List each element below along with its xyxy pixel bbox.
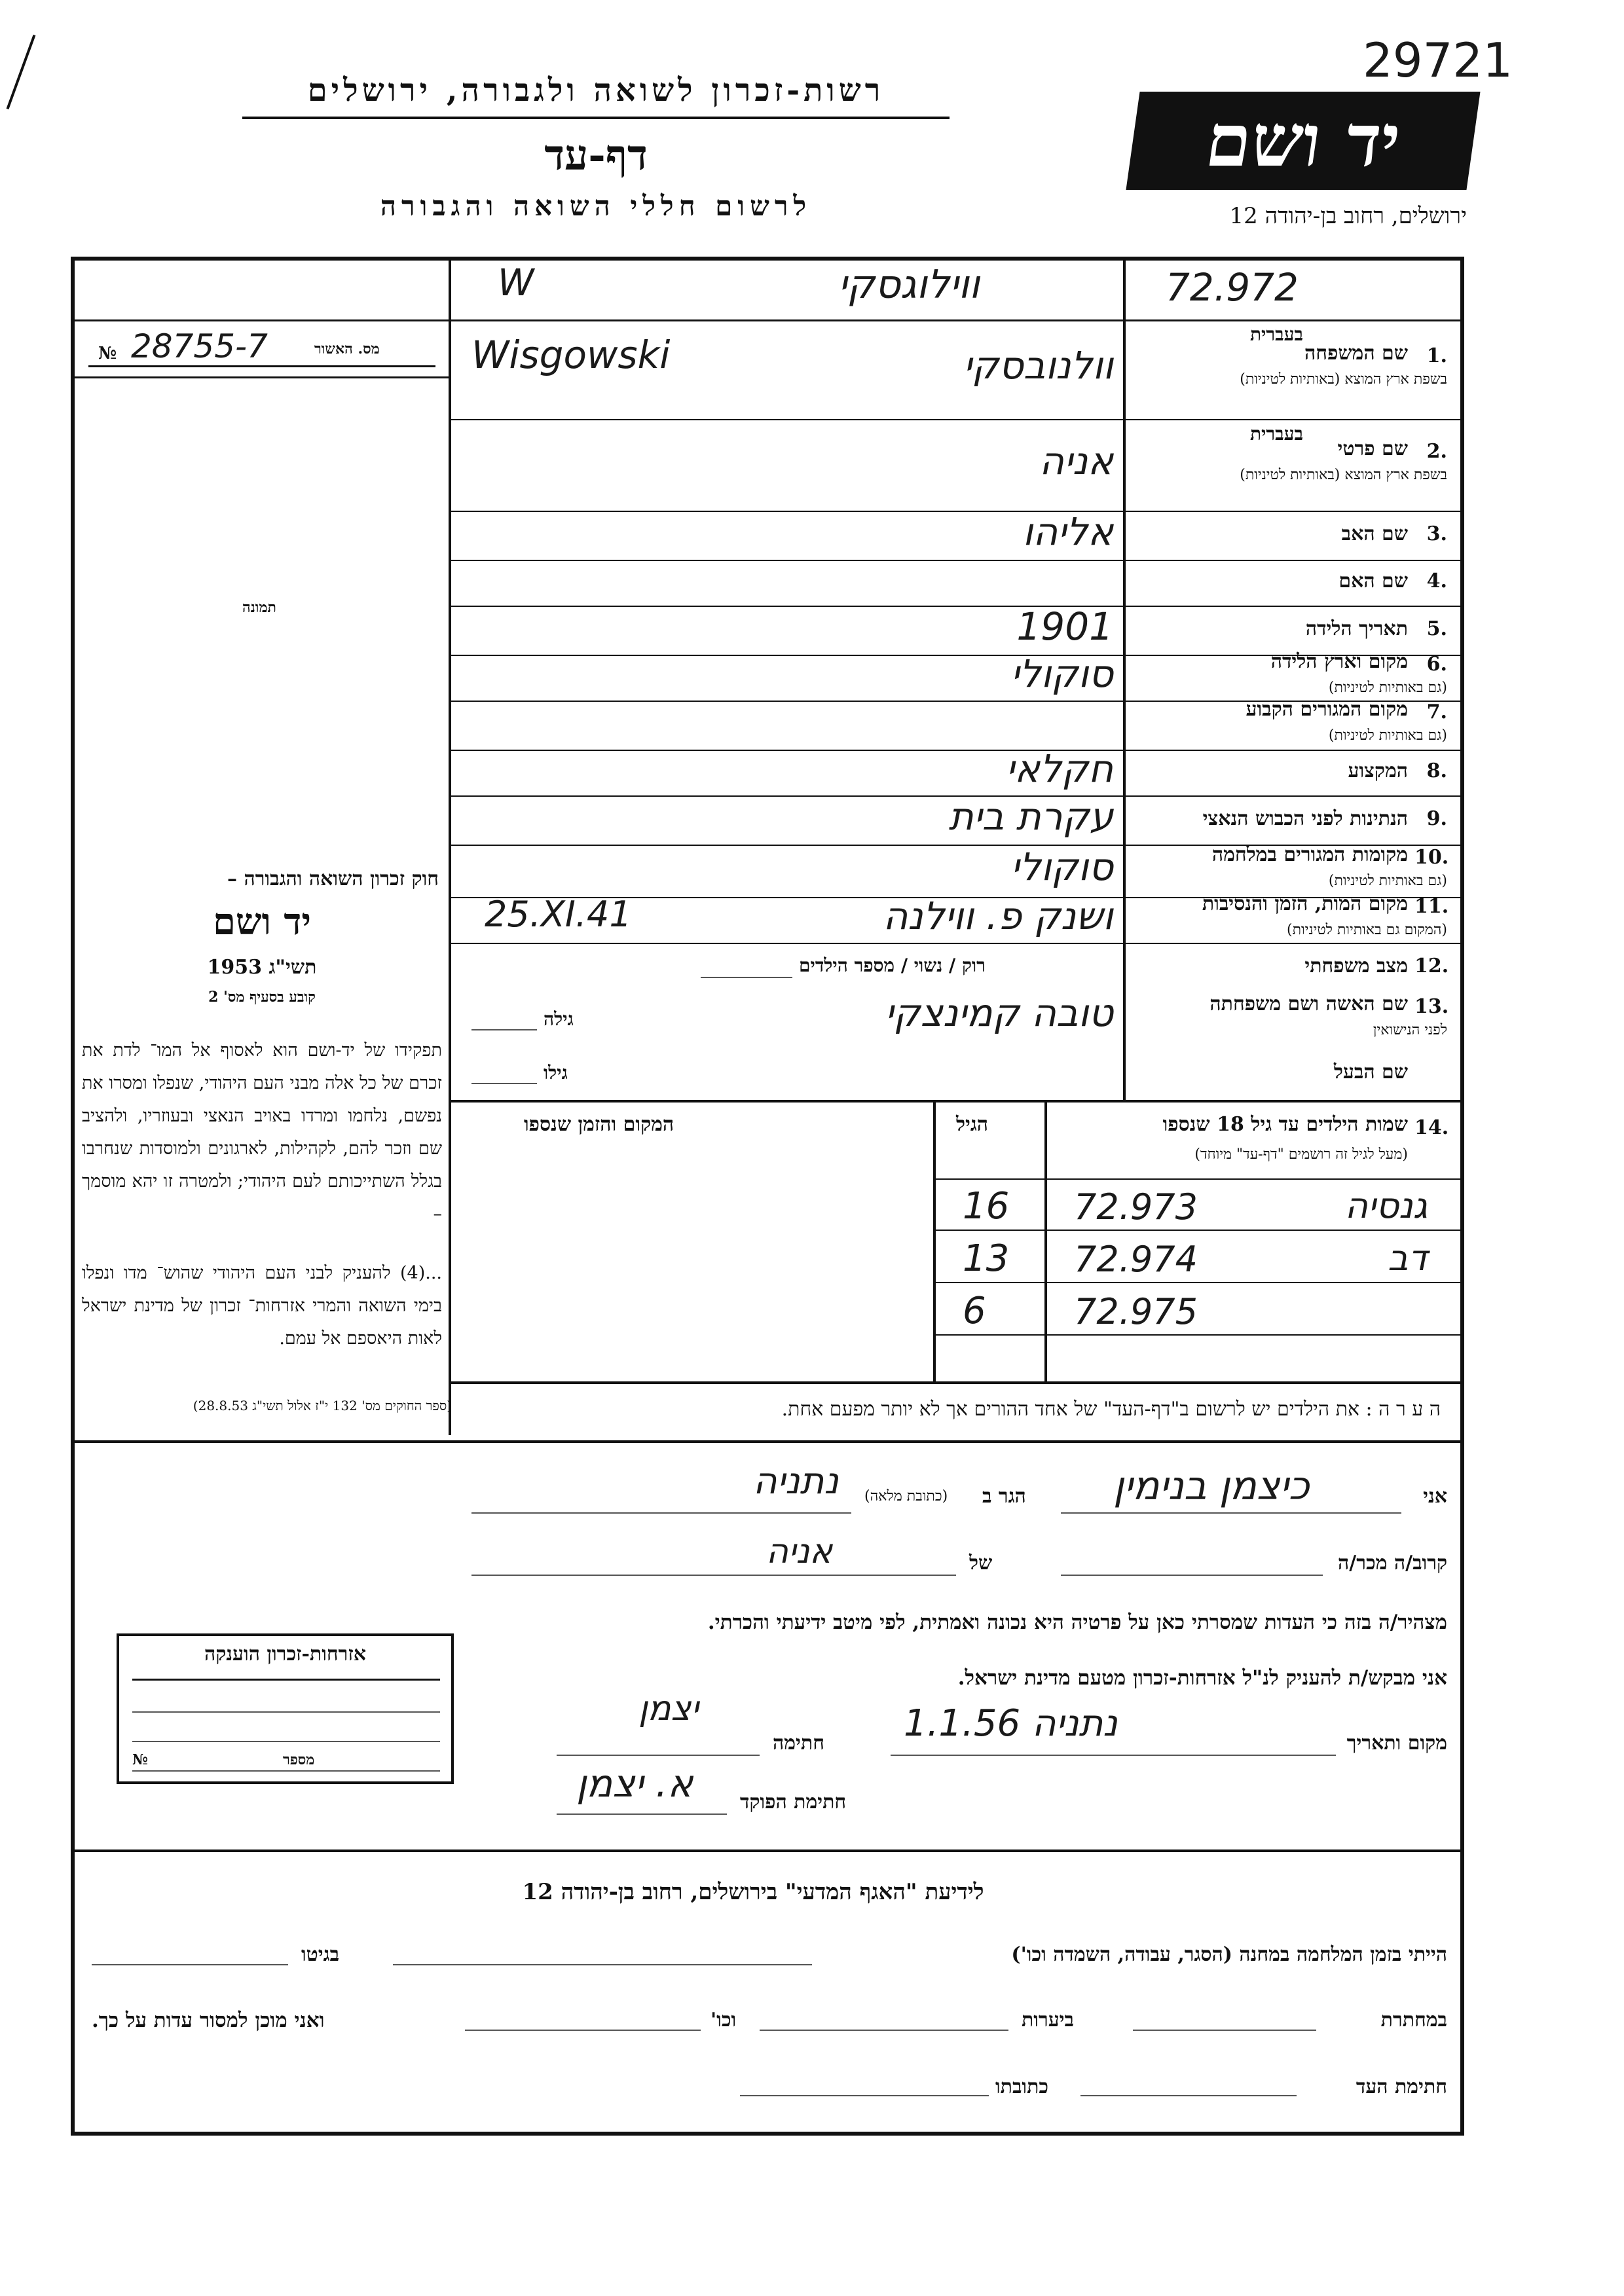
- field-number: 9.: [1426, 807, 1447, 830]
- city-handwritten: נתניה: [753, 1460, 839, 1503]
- yad-vashem-logo: [1126, 92, 1480, 190]
- child-age: 16: [963, 1185, 1010, 1228]
- form-title: דף-עד: [544, 131, 648, 180]
- statement-2: אני מבקש/ת להעניק לנ"ל אזרחות-זכרון מטעם מדינת ישראל.: [957, 1666, 1447, 1690]
- children-hint: (מעל לגיל זה רושמים "דף-עד" מיוחד): [1194, 1146, 1408, 1163]
- wife-name: טובה קמינצקי: [885, 990, 1113, 1035]
- citizenship-box: [117, 1633, 454, 1784]
- relative-label: קרוב/ה מכר/ה: [1338, 1552, 1447, 1575]
- field-hint: (גם באותיות לטיניות): [1328, 727, 1447, 744]
- approval-number-label: מס. האשור: [314, 340, 380, 357]
- footer-line2-fill-1: [1133, 2030, 1316, 2031]
- field-number: 6.: [1426, 653, 1447, 676]
- top-number-handwritten: 72.972: [1166, 265, 1299, 310]
- law-title: חוק זכרון השואה והגבורה –: [227, 867, 439, 890]
- field-label: שם האב: [1341, 522, 1408, 545]
- footer-line1-a: הייתי בזמן המלחמה במחנה (הסגר, עבודה, השמדה וכו'): [1011, 1943, 1447, 1966]
- field-latin-value: Wisgowski: [471, 333, 671, 377]
- row-note-top: [449, 1381, 1464, 1384]
- field-hint: לפני הנישואין: [1373, 1021, 1447, 1038]
- field-number: 3.: [1426, 522, 1447, 545]
- field-hint: בשפת ארץ המוצא (באותיות לטיניות): [1240, 467, 1447, 483]
- age-label: גילו: [544, 1062, 568, 1084]
- footer-title: לידיעת "האגף המדעי" בירושלים, רחוב בן-יהודה 12: [522, 1879, 984, 1905]
- marital-options: רוק / נשוי / מספר הילדים: [799, 954, 986, 976]
- footer-line2-fill-2: [760, 2030, 1008, 2031]
- declaration-i-label: אני: [1423, 1485, 1447, 1508]
- of-underline: [471, 1575, 956, 1576]
- field-label: מקומות המגורים במלחמה: [1211, 843, 1408, 866]
- field-label: שם פרטי: [1337, 437, 1408, 460]
- field-number: 4.: [1426, 570, 1447, 592]
- of-label: של: [969, 1552, 993, 1575]
- header-address: ירושלים, רחוב בן-יהודה 12: [1229, 203, 1467, 229]
- field-hint: בשפת ארץ המוצא (באותיות לטיניות): [1240, 371, 1447, 388]
- field-label: המקצוע: [1348, 759, 1408, 782]
- divider-left: [449, 257, 451, 1435]
- field-number: 2.: [1426, 440, 1447, 463]
- field-number: 7.: [1426, 700, 1447, 723]
- field-hebrew-tag: בעברית: [1249, 323, 1303, 345]
- row-top: [71, 319, 1464, 321]
- footer-line2-fill-3: [465, 2030, 701, 2031]
- child-age: 13: [963, 1237, 1010, 1280]
- residing-hint: (כתובת מלאה): [864, 1488, 948, 1504]
- field-row-divider: [449, 419, 1464, 420]
- field-value: וולנובסקי: [963, 343, 1113, 388]
- child-name: גנסיה: [1344, 1185, 1428, 1226]
- footer-line1-fill: [393, 1964, 812, 1965]
- children-note: ה ע ר ה : את הילדים יש לרשום ב"דף-העד" של אחד ההורים אך לא יותר מפעם אחת.: [781, 1398, 1441, 1421]
- children-col-div-1: [933, 1100, 936, 1381]
- top-family-handwritten: ווילוגסקי: [838, 262, 980, 308]
- row-declaration-top: [71, 1440, 1464, 1443]
- law-citation: (ספר החוקים מס' 132 י"ז אלול תשי"ג 28.8.53): [193, 1398, 452, 1413]
- citizenship-line-3: [132, 1741, 440, 1742]
- form-subtitle: לרשום חללי השואה והגבורה: [380, 190, 812, 222]
- children-col-age: הגיל: [956, 1113, 989, 1136]
- field-label: שם הבעל: [1333, 1061, 1408, 1084]
- child-id: 72.973: [1074, 1186, 1198, 1228]
- signature-underline: [557, 1755, 760, 1756]
- child-id: 72.975: [1074, 1291, 1198, 1332]
- field-row-divider: [449, 560, 1464, 561]
- age-label: גילה: [544, 1008, 574, 1030]
- children-count-line: [701, 977, 792, 978]
- of-handwritten: אניה: [766, 1532, 833, 1571]
- footer-line2-c: וכו': [710, 2009, 737, 2032]
- law-year: תשי"ג 1953: [207, 956, 317, 979]
- field-hint: (גם באותיות לטיניות): [1328, 680, 1447, 696]
- top-marker: W: [498, 262, 534, 304]
- footer-line2-d: ואני מוכן למסור עדות על כך.: [92, 2009, 325, 2032]
- field-number: 12.: [1414, 954, 1449, 977]
- footer-line2-a: במחתרת: [1380, 2009, 1447, 2032]
- margin-mark: [7, 35, 36, 109]
- footer-line1-b: בגיטו: [301, 1943, 340, 1966]
- age-line: [471, 1083, 537, 1084]
- citizenship-number-line: [132, 1770, 440, 1772]
- child-id: 72.974: [1074, 1239, 1198, 1280]
- field-value: אליהו: [1022, 509, 1113, 554]
- children-row-divider: [933, 1334, 1464, 1336]
- field-number: 13.: [1414, 994, 1449, 1018]
- children-head-bottom: [933, 1178, 1464, 1180]
- citizenship-number-prefix: №: [132, 1751, 148, 1768]
- place-date-label: מקום ותאריך: [1346, 1732, 1447, 1755]
- field-label: שם האשה ושם משפחתה: [1209, 992, 1408, 1015]
- officer-underline: [557, 1813, 727, 1815]
- place-date-underline: [891, 1755, 1336, 1756]
- field-label: שם האם: [1338, 570, 1408, 592]
- row-14-top: [449, 1100, 1464, 1102]
- field-label: מקום המגורים הקבוע: [1246, 697, 1408, 721]
- footer-line3-a: חתימת העד: [1356, 2075, 1447, 2098]
- law-text-2: ...(4) להעניק לבני העם היהודי שהוש־ מדו ונפלו בימי השואה והמרי אזרחות־ זכרון של מדינת ישראל לאות היאספם אל עמם.: [82, 1263, 442, 1349]
- footer-line3-b: כתובתו: [995, 2075, 1049, 2098]
- law-name: יד ושם: [212, 900, 312, 943]
- field-label: מקום וארץ הלידה: [1270, 650, 1408, 673]
- field-label: תאריך הלידה: [1305, 617, 1408, 640]
- field-number-14: 14.: [1414, 1116, 1449, 1139]
- field-number: 8.: [1426, 759, 1447, 782]
- child-age: 6: [963, 1290, 986, 1332]
- field-label: שם המשפחה: [1304, 342, 1408, 365]
- children-col-place: המקום והזמן שנספו: [524, 1113, 674, 1136]
- row-footer-top: [71, 1850, 1464, 1852]
- footer-line3-fill-1: [1080, 2095, 1297, 2096]
- law-text-1: תפקידו של יד-ושם הוא לאסוף אל המו־ לדת את זכרם של כל אלה מבני העם היהודי, שנפלו ומסרו את נפשם, נלחמו ומרדו באויב הנאצי ובעוזריו, ולהציב שם וזכר להם, לקהילות, לארגונים ולמוסדות שנחרבו בגלל השתייכותם לעם היהודי; ולמטרה זו יהא מוסמך –: [82, 1040, 442, 1224]
- residing-label: הגר ב: [982, 1485, 1026, 1508]
- footer-line2-b: ביערות: [1022, 2009, 1075, 2032]
- header-authority: רשות-זכרון לשואה ולגבורה, ירושלים: [307, 72, 885, 109]
- header-underline: [242, 117, 950, 119]
- place-date-handwritten: נתניה 1.1.56: [904, 1702, 1118, 1745]
- field-value: אניה: [1039, 439, 1113, 483]
- law-section: קובע בסעיף מס' 2: [208, 989, 316, 1006]
- field-number: 11.: [1414, 895, 1449, 918]
- photo-label: תמונה: [242, 599, 276, 616]
- logo-text: יד ושם: [1200, 98, 1406, 183]
- field-number: 5.: [1426, 617, 1447, 640]
- citizenship-line-2: [132, 1711, 440, 1713]
- signature-label: חתימה: [773, 1732, 824, 1755]
- declarant-underline: [1061, 1512, 1401, 1514]
- relative-underline: [1061, 1575, 1323, 1576]
- footer-line3-fill-2: [740, 2095, 989, 2096]
- child-name: דב: [1388, 1237, 1428, 1279]
- approval-underline: [88, 365, 435, 367]
- archive-number: 29721: [1362, 33, 1513, 88]
- approval-number-prefix: №: [98, 344, 117, 363]
- field-value: ושנק פ. ווילנה: [883, 894, 1113, 938]
- children-col-div-2: [1044, 1100, 1047, 1381]
- officer-handwritten: א. יצמן: [576, 1761, 693, 1806]
- address-underline: [471, 1512, 851, 1514]
- field-value: עקרת בית: [948, 793, 1113, 839]
- field-number: 10.: [1414, 846, 1449, 869]
- children-row-divider: [933, 1230, 1464, 1231]
- field-row-divider: [449, 943, 1464, 944]
- field-hebrew-tag: בעברית: [1249, 423, 1303, 445]
- field-value: סוקולי: [1010, 651, 1113, 696]
- photo-top: [71, 376, 451, 378]
- signature-handwritten: יצמן: [638, 1689, 699, 1728]
- citizenship-title: אזרחות-זכרון הוענקה: [204, 1643, 367, 1666]
- divider-label: [1123, 257, 1126, 1101]
- children-title: שמות הילדים עד גיל 18 שנספו: [1162, 1113, 1408, 1136]
- field-number: 1.: [1426, 344, 1447, 367]
- declarant-handwritten: כיצמן בנימין: [1113, 1463, 1310, 1509]
- field-label: הנתינות לפני הכבוש הנאצי: [1202, 807, 1408, 830]
- field-value: 1901: [1016, 604, 1113, 649]
- children-row-divider: [933, 1282, 1464, 1283]
- age-line: [471, 1029, 537, 1030]
- field-value: חקלאי: [1006, 746, 1113, 791]
- statement-1: מצהיר/ה בזה כי העדות שמסרתי כאן על פרטיה היא נכונה ואמתית, לפי מיטב ידיעתי והכרתי.: [707, 1611, 1447, 1634]
- citizenship-line-1: [132, 1679, 440, 1681]
- death-date: 25.XI.41: [485, 894, 632, 935]
- field-hint: (גם באותיות לטיניות): [1328, 873, 1447, 889]
- field-value: סוקולי: [1010, 845, 1113, 889]
- footer-line1-fill-2: [92, 1964, 288, 1965]
- officer-label: חתימת הפוקד: [740, 1791, 847, 1813]
- field-hint: (המקום גם באותיות לטיניות): [1287, 922, 1447, 938]
- citizenship-number-label: מספר: [283, 1751, 315, 1768]
- field-label: מצב משפחתי: [1304, 954, 1408, 977]
- field-label: מקום המות, הזמן והנסיבות: [1202, 892, 1408, 915]
- approval-number-value: 28755-7: [131, 327, 268, 365]
